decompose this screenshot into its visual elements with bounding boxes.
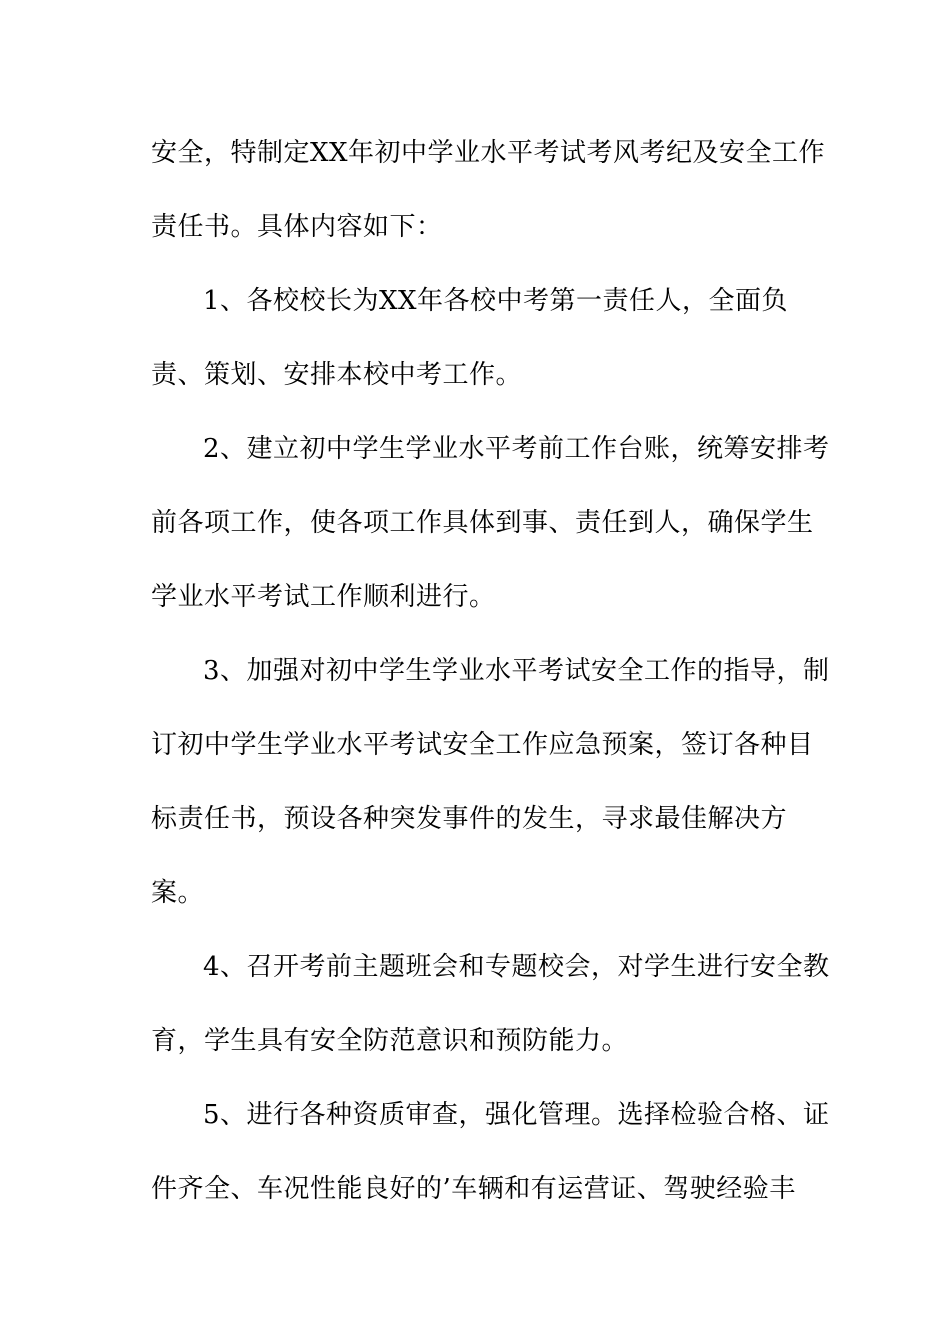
paragraph-line: 前各项工作，使各项工作具体到事、责任到人，确保学生 <box>151 508 814 538</box>
paragraph-line: 5、进行各种资质审查，强化管理。选择检验合格、证 <box>203 1100 830 1130</box>
paragraph-line: 责、策划、安排本校中考工作。 <box>151 360 523 390</box>
paragraph-line: 责任书。具体内容如下： <box>151 212 443 242</box>
paragraph-line: 育，学生具有安全防范意识和预防能力。 <box>151 1026 629 1056</box>
paragraph-line: 学业水平考试工作顺利进行。 <box>151 582 496 612</box>
paragraph-line: 3、加强对初中学生学业水平考试安全工作的指导，制 <box>203 656 830 686</box>
paragraph-line: 件齐全、车况性能良好的’车辆和有运营证、驾驶经验丰 <box>151 1174 796 1204</box>
paragraph-line: 案。 <box>151 878 205 908</box>
paragraph-line: 1、各校校长为XX年各校中考第一责任人，全面负 <box>203 286 789 316</box>
paragraph-line: 订初中学生学业水平考试安全工作应急预案，签订各种目 <box>151 730 814 760</box>
paragraph-line: 2、建立初中学生学业水平考前工作台账，统筹安排考 <box>203 434 830 464</box>
paragraph-line: 安全，特制定XX年初中学业水平考试考风考纪及安全工作 <box>151 138 826 168</box>
paragraph-line: 4、召开考前主题班会和专题校会，对学生进行安全教 <box>203 952 830 982</box>
paragraph-line: 标责任书，预设各种突发事件的发生，寻求最佳解决方 <box>151 804 788 834</box>
